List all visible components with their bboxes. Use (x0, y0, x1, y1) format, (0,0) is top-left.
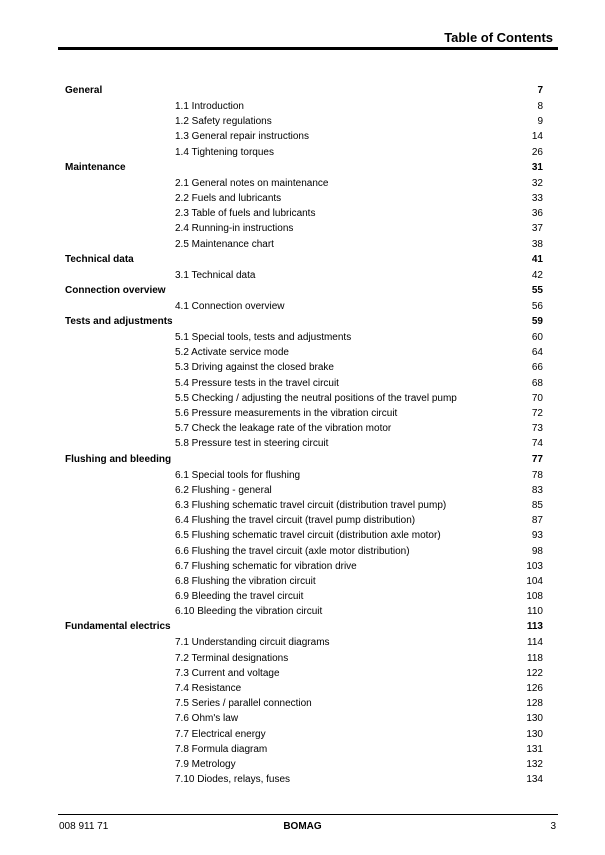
toc-entry-page: 26 (531, 146, 543, 158)
toc-entry[interactable] (64, 498, 543, 513)
toc-section-page: 113 (526, 621, 543, 633)
toc-entry-title: 7.6 Ohm's law (175, 713, 239, 725)
toc-entry-page: 33 (531, 192, 543, 204)
toc-entry-page: 110 (527, 606, 543, 618)
toc-entry-title: 7.3 Current and voltage (175, 667, 280, 679)
toc-entry[interactable] (64, 345, 543, 360)
toc-entry[interactable] (64, 727, 543, 742)
toc-entry-page: 68 (531, 377, 543, 389)
toc-entry-title: 5.3 Driving against the closed brake (175, 362, 334, 374)
toc-entry[interactable] (64, 330, 543, 345)
toc-entry[interactable] (64, 711, 543, 726)
toc-entry[interactable] (64, 651, 543, 666)
toc-section-title: General (65, 85, 103, 96)
toc-entry-title: 6.1 Special tools for flushing (175, 469, 301, 481)
toc-section[interactable] (64, 160, 543, 176)
toc-entry[interactable] (64, 391, 543, 406)
toc-entry-page: 122 (526, 667, 543, 679)
toc-entry-page: 56 (531, 300, 543, 312)
toc-entry[interactable] (64, 145, 543, 160)
toc-entry-title: 6.7 Flushing schematic for vibration drive (175, 560, 357, 572)
toc-entry-title: 7.7 Electrical energy (175, 728, 266, 740)
toc-section[interactable] (64, 619, 543, 635)
toc-entry-title: 1.2 Safety regulations (175, 116, 272, 128)
toc-entry[interactable] (64, 681, 543, 696)
toc-entry-page: 64 (531, 347, 543, 359)
toc-entry-page: 74 (531, 438, 543, 450)
toc-entry-page: 32 (531, 177, 543, 189)
toc-entry-page: 98 (531, 545, 543, 557)
toc-entry[interactable] (64, 129, 543, 144)
toc-section-title: Tests and adjustments (65, 316, 173, 328)
header-rule (58, 47, 558, 50)
toc-entry[interactable] (64, 666, 543, 681)
toc-entry[interactable] (64, 206, 543, 221)
toc-section-page: 41 (531, 253, 543, 265)
toc-entry-title: 5.4 Pressure tests in the travel circuit (175, 377, 339, 389)
toc-entry-title: 7.4 Resistance (175, 683, 242, 694)
toc-entry-page: 36 (531, 208, 543, 220)
toc-entry-page: 14 (531, 131, 543, 143)
toc-entry-title: 5.5 Checking / adjusting the neutral positions of the travel pump (175, 392, 457, 404)
toc-entry[interactable] (64, 237, 543, 252)
toc-entry-title: 6.5 Flushing schematic travel circuit (distribution axle motor) (175, 530, 441, 542)
toc-entry-page: 132 (526, 758, 543, 770)
toc-section-title: Technical data (65, 253, 134, 265)
toc-entry[interactable] (64, 114, 543, 129)
toc-entry-title: 7.1 Understanding circuit diagrams (175, 637, 330, 649)
toc-entry-page: 104 (526, 575, 543, 587)
toc-entry-page: 83 (531, 484, 543, 496)
toc-section[interactable] (64, 83, 543, 99)
toc-entry[interactable] (64, 589, 543, 604)
toc-entry[interactable] (64, 544, 543, 559)
toc-entry-title: 6.2 Flushing - general (175, 484, 272, 496)
toc-section-page: 59 (531, 316, 543, 328)
toc-entry-title: 2.2 Fuels and lubricants (175, 192, 282, 204)
toc-entry[interactable] (64, 574, 543, 589)
toc-entry[interactable] (64, 191, 543, 206)
toc-entry-page: 73 (531, 423, 543, 435)
toc-entry-title: 6.9 Bleeding the travel circuit (175, 591, 304, 603)
toc-entry[interactable] (64, 376, 543, 391)
toc-section-page: 31 (531, 161, 543, 173)
toc-entry-title: 1.3 General repair instructions (175, 131, 309, 143)
toc-entry-page: 114 (527, 637, 543, 649)
toc-entry-title: 2.4 Running-in instructions (175, 223, 294, 235)
page-header-title: Table of Contents (444, 30, 553, 45)
toc-entry-page: 72 (531, 408, 543, 419)
toc-entry[interactable] (64, 436, 543, 451)
toc-section-title: Connection overview (65, 284, 166, 296)
toc-entry-title: 7.10 Diodes, relays, fuses (175, 774, 291, 786)
toc-entry-title: 6.6 Flushing the travel circuit (axle motor distribution) (175, 545, 410, 557)
toc-entry-title: 7.8 Formula diagram (175, 743, 268, 755)
toc-entry-page: 37 (531, 223, 543, 235)
footer-brand: BOMAG (283, 821, 322, 832)
toc-entry-title: 5.2 Activate service mode (175, 347, 289, 359)
toc-entry-title: 1.1 Introduction (175, 101, 244, 112)
toc-entry-page: 118 (527, 652, 543, 664)
toc-section-page: 55 (531, 284, 543, 296)
toc-entry-page: 60 (531, 332, 543, 344)
toc-entry-title: 5.7 Check the leakage rate of the vibration motor (175, 423, 392, 435)
toc-entry-page: 128 (526, 698, 543, 710)
toc-entry-page: 126 (526, 683, 543, 694)
toc-entry[interactable] (64, 360, 543, 375)
toc-entry-page: 42 (531, 269, 543, 281)
toc-entry-title: 5.8 Pressure test in steering circuit (175, 438, 329, 450)
toc-entry-title: 2.5 Maintenance chart (175, 238, 274, 250)
toc-entry-title: 7.9 Metrology (175, 758, 236, 770)
toc-entry-page: 85 (531, 499, 543, 511)
toc-entry-title: 2.1 General notes on maintenance (175, 177, 329, 189)
toc-entry-page: 9 (537, 116, 543, 128)
toc-entry-page: 130 (526, 728, 543, 740)
toc-entry-title: 6.8 Flushing the vibration circuit (175, 575, 316, 587)
toc-entry[interactable] (64, 604, 543, 619)
toc-entry-title: 4.1 Connection overview (175, 300, 285, 312)
toc-section-title: Maintenance (65, 161, 126, 173)
toc-entry[interactable] (64, 559, 543, 574)
toc-entry-page: 38 (531, 238, 543, 250)
toc-entry[interactable] (64, 99, 543, 114)
toc-entry-page: 70 (531, 392, 543, 404)
toc-entry-title: 7.5 Series / parallel connection (175, 698, 312, 710)
toc-entry-page: 66 (531, 362, 543, 374)
toc-entry-title: 5.6 Pressure measurements in the vibration circuit (175, 408, 398, 419)
toc-entry-title: 6.4 Flushing the travel circuit (travel pump distribution) (175, 515, 416, 527)
toc-entry-page: 130 (526, 713, 543, 725)
toc-entry-page: 8 (537, 101, 543, 112)
toc-section-title: Fundamental electrics (65, 621, 171, 633)
toc-entry-page: 93 (531, 530, 543, 542)
toc-entry[interactable] (64, 483, 543, 498)
toc-entry[interactable] (64, 268, 543, 283)
toc-entry-title: 6.10 Bleeding the vibration circuit (175, 606, 323, 618)
toc-section[interactable] (64, 452, 543, 468)
toc-entry[interactable] (64, 528, 543, 543)
toc-entry[interactable] (64, 772, 543, 787)
toc-entry-title: 6.3 Flushing schematic travel circuit (distribution travel pump) (175, 499, 447, 511)
toc-section-page: 7 (537, 85, 543, 96)
toc-entry[interactable] (64, 406, 543, 421)
toc-entry-page: 78 (531, 469, 543, 481)
toc-entry-page: 87 (531, 515, 543, 527)
toc-entry[interactable] (64, 742, 543, 757)
toc-entry[interactable] (64, 421, 543, 436)
footer-page-number: 3 (550, 821, 556, 832)
toc-section-title: Flushing and bleeding (65, 453, 172, 465)
toc-entry-page: 134 (526, 774, 543, 786)
toc-entry[interactable] (64, 513, 543, 528)
toc-section-page: 77 (531, 453, 543, 465)
toc-section[interactable] (64, 252, 543, 268)
toc-entry[interactable] (64, 176, 543, 191)
toc-entry[interactable] (64, 757, 543, 772)
toc-entry-page: 108 (526, 591, 543, 603)
toc-section[interactable] (64, 283, 543, 299)
toc-entry-title: 7.2 Terminal designations (175, 652, 289, 664)
toc-entry-title: 3.1 Technical data (175, 269, 256, 281)
toc-entry-title: 2.3 Table of fuels and lubricants (175, 208, 316, 220)
toc-entry-page: 131 (526, 743, 543, 755)
table-of-contents (64, 83, 543, 787)
footer-doc-number: 008 911 71 (59, 821, 109, 832)
toc-entry[interactable] (64, 299, 543, 314)
toc-entry[interactable] (64, 221, 543, 236)
toc-section[interactable] (64, 314, 543, 330)
toc-entry-title: 1.4 Tightening torques (175, 146, 274, 158)
footer-rule (58, 814, 558, 815)
toc-entry-page: 103 (526, 560, 543, 572)
toc-entry[interactable] (64, 696, 543, 711)
toc-entry[interactable] (64, 635, 543, 650)
toc-entry[interactable] (64, 468, 543, 483)
toc-entry-title: 5.1 Special tools, tests and adjustments (175, 332, 352, 344)
